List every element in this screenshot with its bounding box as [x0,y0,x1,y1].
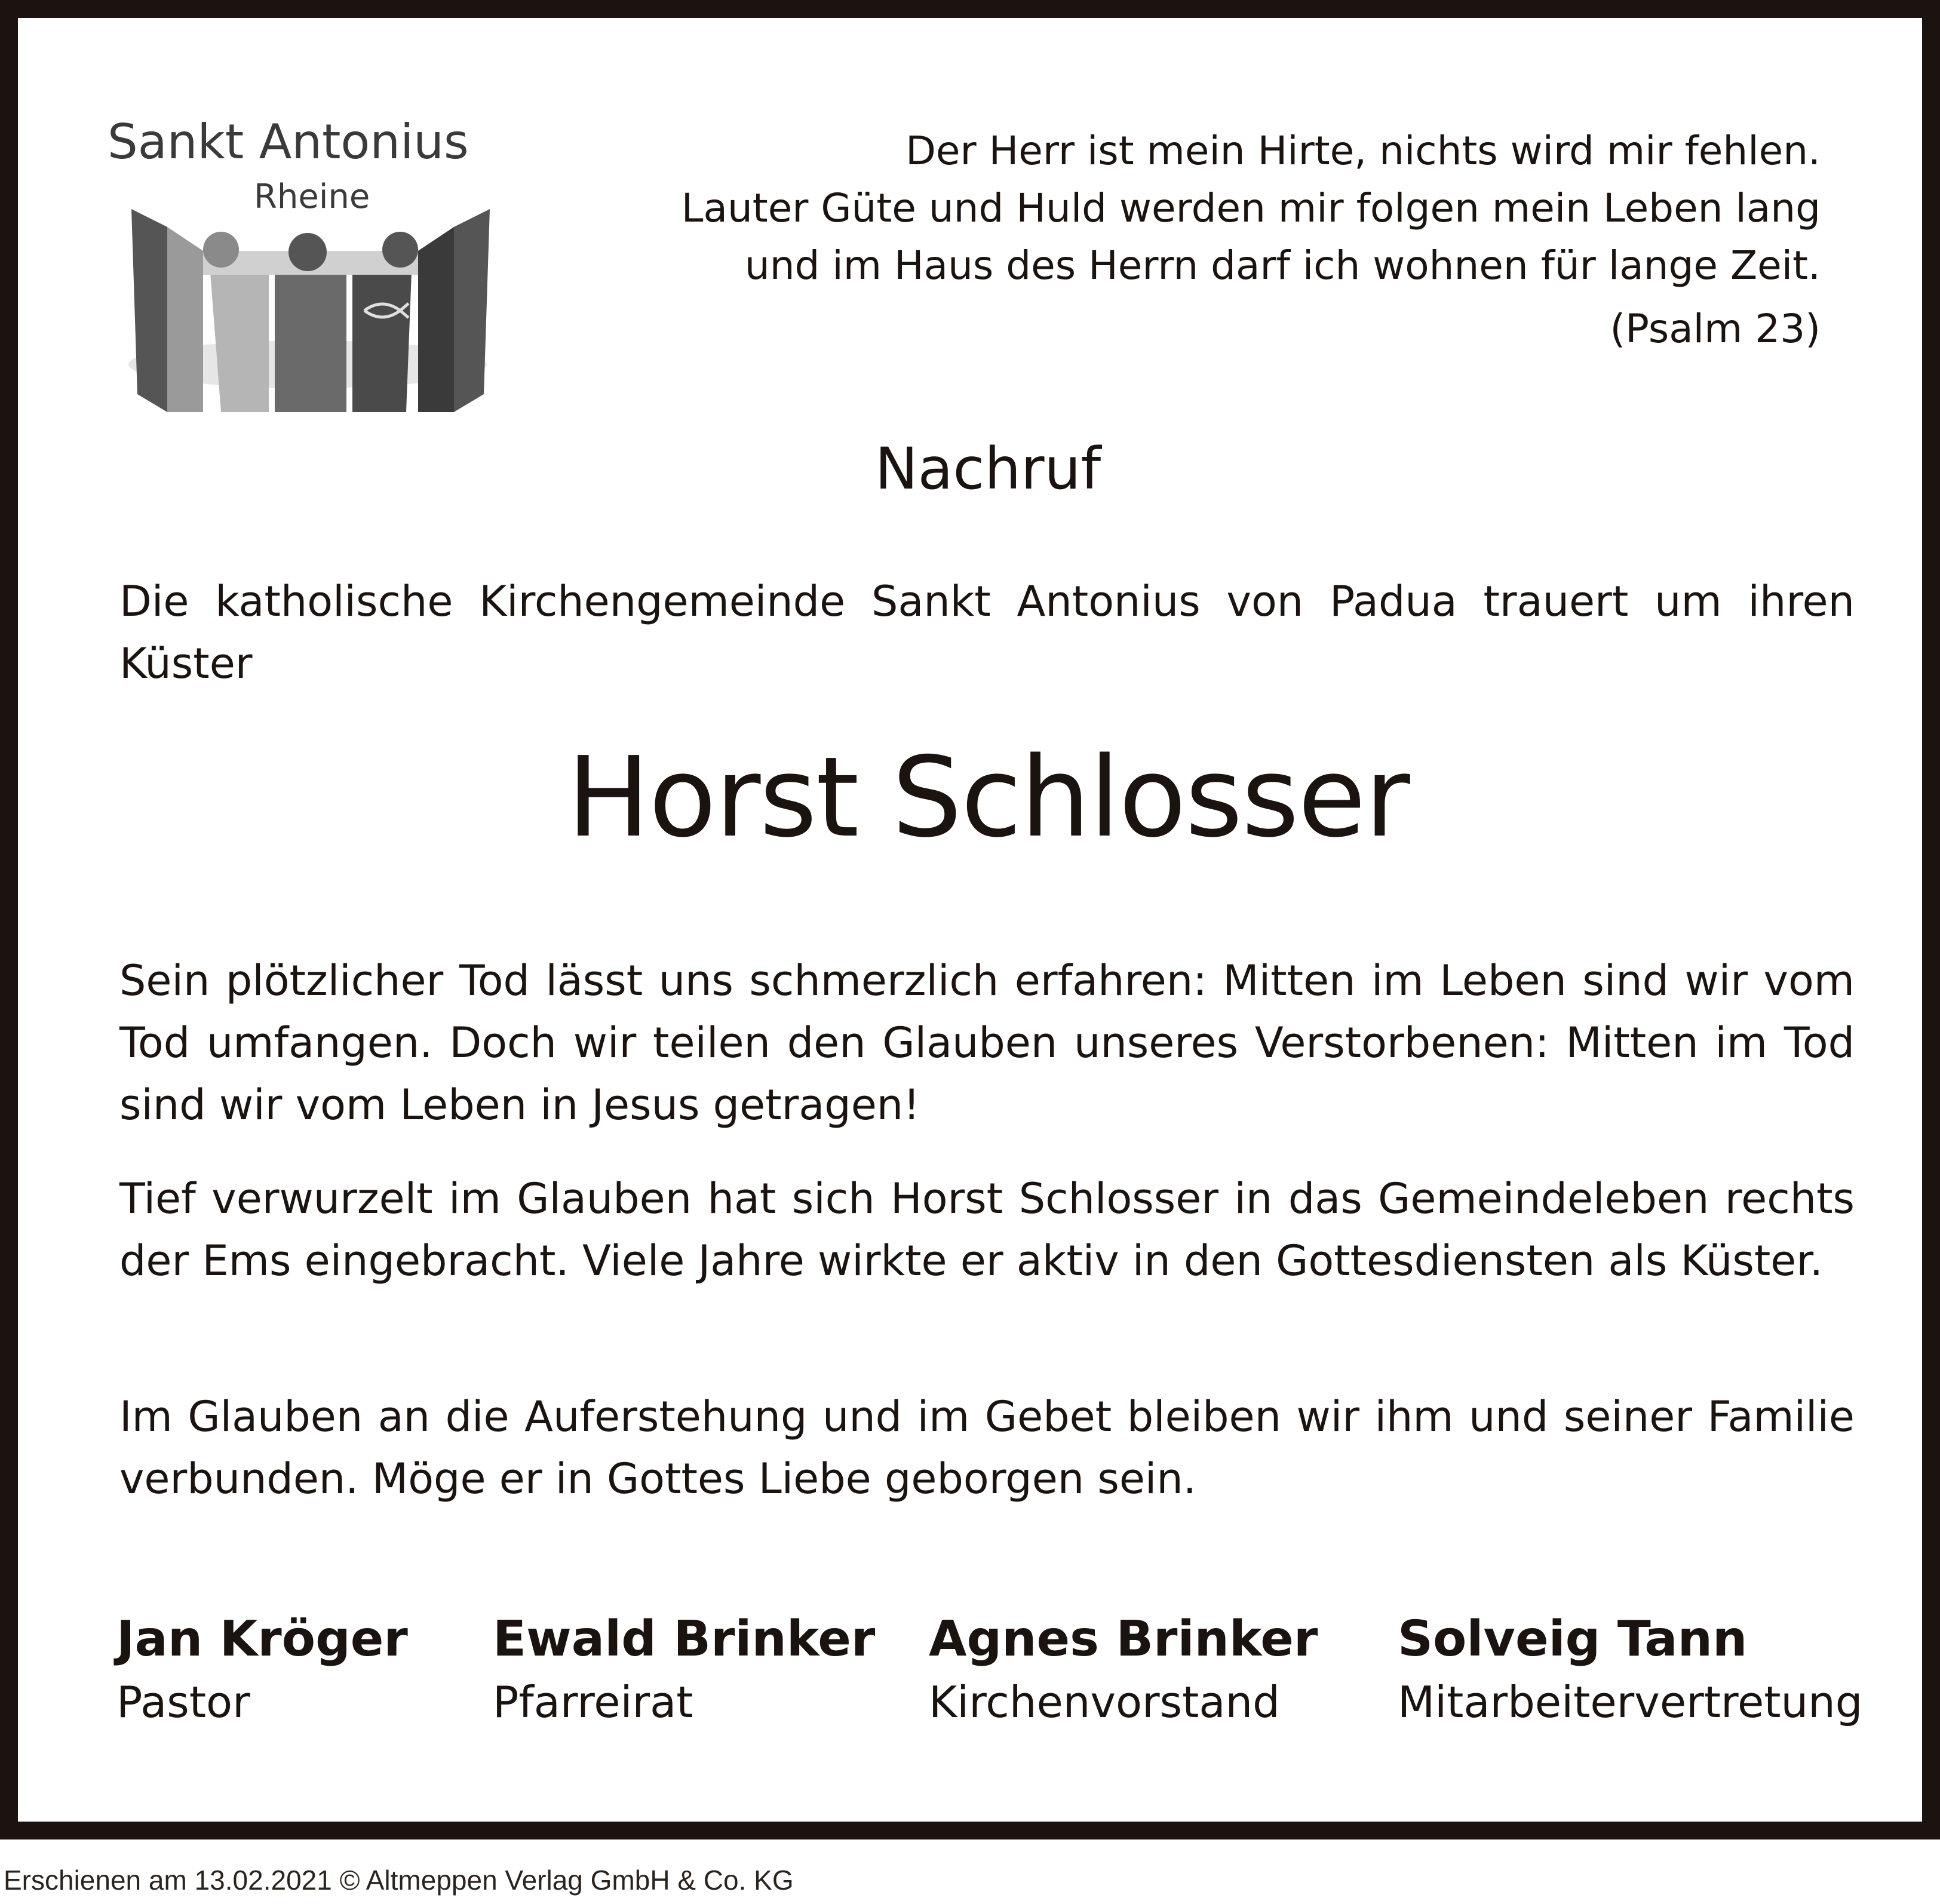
signatory-name: Jan Kröger [116,1611,408,1667]
publication-footer: Erschienen am 13.02.2021 © Altmeppen Verlag GmbH & Co. KG [4,1865,794,1896]
parish-logo [102,113,520,424]
deceased-name: Horst Schlosser [567,733,1409,862]
logo-subtitle: Rheine [254,177,370,216]
parish-logo-graphic [102,113,520,424]
paragraph: Tief verwurzelt im Glauben hat sich Horst Schlosser in das Gemeindeleben rechts der Ems eingebracht. Viele Jahre wirkte er aktiv in den Gottesdiensten als Küster. [119,1174,1855,1285]
signatory [929,1610,1318,1735]
psalm-line: Lauter Güte und Huld werden mir folgen mein Leben lang [681,185,1821,231]
psalm-reference: (Psalm 23) [1610,306,1821,352]
signatory-name: Solveig Tann [1398,1611,1748,1667]
signatory-role: Kirchenvorstand [929,1677,1280,1727]
obituary-heading: Nachruf [874,435,1101,502]
psalm-line: Der Herr ist mein Hirte, nichts wird mir fehlen. [905,128,1821,174]
signatory [493,1610,875,1735]
logo-title: Sankt Antonius [108,114,469,170]
signatory-name: Ewald Brinker [493,1611,876,1667]
signatory-role: Mitarbeitervertretung [1398,1677,1863,1727]
psalm-quote [566,122,1821,358]
signatory [1398,1610,1862,1735]
paragraph: Im Glauben an die Auferstehung und im Gebet bleiben wir ihm und seiner Familie verbunden. Möge er in Gottes Liebe geborgen sein. [119,1392,1855,1503]
intro-text: Die katholische Kirchengemeinde Sankt Antonius von Padua trauert um ihren Küster [119,577,1855,688]
signatory-name: Agnes Brinker [929,1611,1318,1667]
signatory-role: Pfarreirat [493,1677,693,1727]
paragraph: Sein plötzlicher Tod lässt uns schmerzlich erfahren: Mitten im Leben sind wir vom Tod umfangen. Doch wir teilen den Glauben unseres Verstorbenen: Mitten im Tod sind wir vom Leben in Jesus getragen! [119,956,1855,1129]
signatory-role: Pastor [116,1677,250,1727]
signatory [116,1610,408,1735]
psalm-line: und im Haus des Herrn darf ich wohnen für lange Zeit. [744,242,1821,288]
